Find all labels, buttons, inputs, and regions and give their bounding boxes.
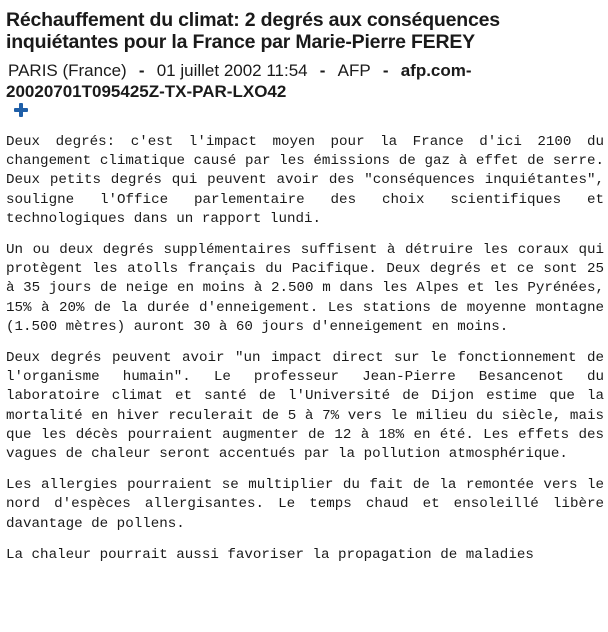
meta-separator: - xyxy=(138,61,145,80)
article-paragraph: Deux degrés: c'est l'impact moyen pour la France d'ici 2100 du changement climatique causé par les émissions de gaz à effet de serre. Deux petits degrés qui peuvent avoir des "conséquences inquiétantes", souligne l'Office parlementaire des choix scientifiques et technologiques dans un rapport lundi. xyxy=(6,134,604,227)
meta-separator: - xyxy=(319,61,326,80)
article-agency: AFP xyxy=(337,61,371,80)
article-source-id: afp.com-20020701T095425Z-TX-PAR-LXO42 xyxy=(6,61,472,101)
article-paragraph: Deux degrés peuvent avoir "un impact direct sur le fonctionnement de l'organisme humain". Le professeur Jean-Pierre Besancenot du laboratoire climat et santé de l'Université de Dijon estime que la mortalité en hiver reculerait de 5 à 7% vers le milieu du siècle, mais que les décès pourraient augmenter de 12 à 18% en été. Les effets des vagues de chaleur seront accentués par la pollution atmosphérique. xyxy=(6,350,604,463)
article-body xyxy=(6,133,604,577)
meta-separator: - xyxy=(382,61,389,80)
article-meta xyxy=(6,60,606,102)
article-paragraph: Les allergies pourraient se multiplier du fait de la remontée vers le nord d'espèces allergisantes. Le temps chaud et ensoleillé libère davantage de pollens. xyxy=(6,477,604,532)
article-date: 01 juillet 2002 11:54 xyxy=(156,61,308,80)
article-paragraph: La chaleur pourrait aussi favoriser la propagation de maladies xyxy=(6,546,534,563)
article-paragraph: Un ou deux degrés supplémentaires suffisent à détruire les coraux qui protègent les atolls français du Pacifique. Deux degrés et ce sont 25 à 35 jours de neige en moins à 2.500 m dans les Alpes et les Pyrénées, 15% à 20% de la durée d'enneigement. Les stations de moyenne montagne (1.500 mètres) auront 30 à 60 jours d'enneigement en moins. xyxy=(6,242,604,335)
plus-icon[interactable] xyxy=(14,103,28,117)
article-location: PARIS (France) xyxy=(8,61,127,80)
article-headline: Réchauffement du climat: 2 degrés aux conséquences inquiétantes pour la France par Marie-Pierre FEREY xyxy=(6,9,500,53)
